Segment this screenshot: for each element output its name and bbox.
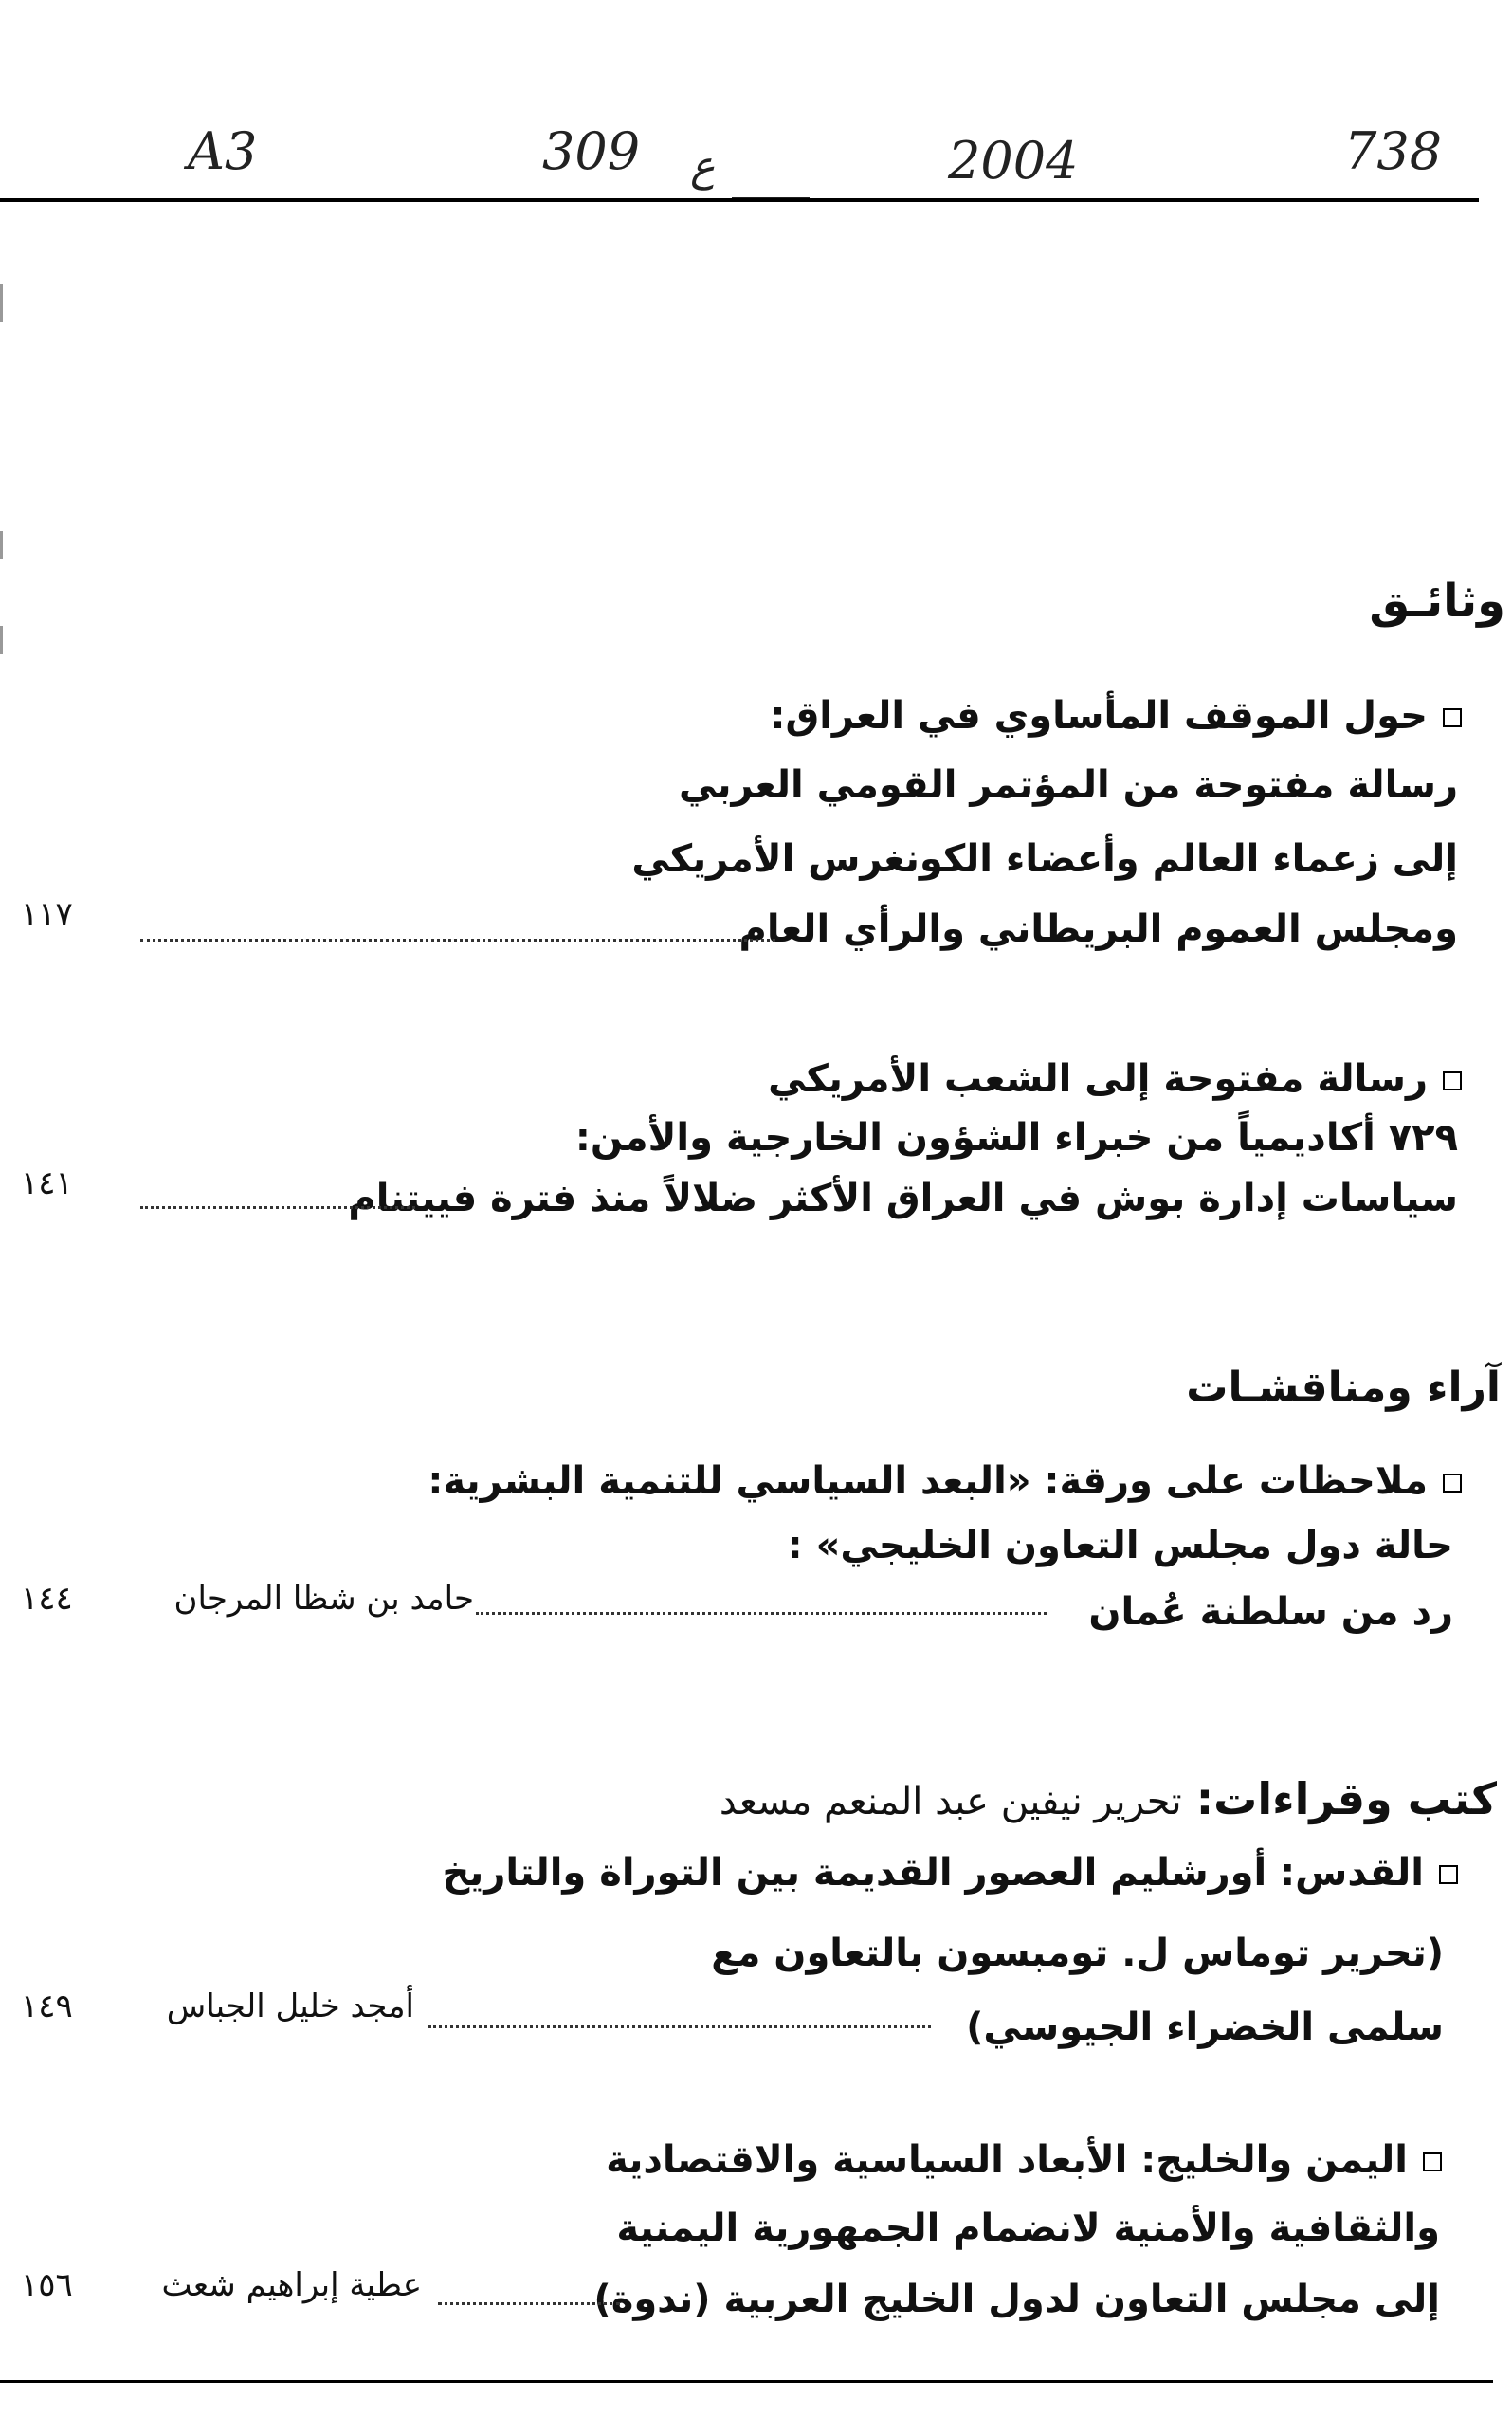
- checkbox-square-icon: [1423, 2152, 1442, 2171]
- handwritten-issue: ع: [690, 142, 716, 191]
- page-number: ١٤٤: [21, 1580, 73, 1618]
- leader-dots: [438, 2302, 620, 2305]
- scan-edge-mark: [0, 531, 3, 559]
- author-name: حامد بن شظا المرجان: [173, 1580, 474, 1618]
- section-title-documents: وثائـق: [1369, 575, 1505, 628]
- leader-dots: [140, 939, 775, 942]
- entry-line: إلى مجلس التعاون لدول الخليج العربية (ندوة): [593, 2278, 1440, 2321]
- section-title-books: كتب وقراءات:: [1195, 1773, 1497, 1824]
- handwritten-label-right: 738: [1344, 121, 1443, 181]
- entry-line: اليمن والخليج: الأبعاد السياسية والاقتصادية: [606, 2141, 1442, 2179]
- page-number: ١١٧: [21, 895, 73, 933]
- entry-line: والثقافية والأمنية لانضمام الجمهورية اليمنية: [616, 2207, 1440, 2250]
- entry-line: ٧٢٩ أكاديمياً من خبراء الشؤون الخارجية والأمن:: [574, 1116, 1458, 1160]
- checkbox-square-icon: [1439, 1865, 1458, 1884]
- handwritten-label-left: A3: [188, 121, 258, 181]
- entry-line: القدس: أورشليم العصور القديمة بين التوراة والتاريخ: [442, 1854, 1458, 1892]
- books-editor: تحرير نيفين عبد المنعم مسعد: [719, 1780, 1182, 1823]
- entry-line: حول الموقف المأساوي في العراق:: [770, 697, 1462, 735]
- entry-line: ومجلس العموم البريطاني والرأي العام: [738, 907, 1458, 951]
- entry-line: (تحرير توماس ل. تومبسون بالتعاون مع: [711, 1932, 1444, 1975]
- entry-line: حالة دول مجلس التعاون الخليجي» :: [787, 1524, 1453, 1567]
- page-number: ١٤٩: [21, 1987, 73, 2025]
- bottom-rule: [0, 2380, 1493, 2383]
- entry-line: رد من سلطنة عُمان: [1088, 1590, 1453, 1634]
- leader-dots: [428, 2025, 931, 2028]
- author-name: عطية إبراهيم شعث: [161, 2266, 422, 2304]
- books-header: [720, 1773, 1497, 1824]
- handwritten-number: 309: [542, 121, 641, 181]
- entry-line: سلمى الخضراء الجيوسي): [966, 2006, 1444, 2049]
- top-rule: [0, 198, 1479, 202]
- scan-edge-mark: [0, 626, 3, 654]
- entry-line: إلى زعماء العالم وأعضاء الكونغرس الأمريكي: [631, 837, 1458, 881]
- page-number: ١٤١: [21, 1164, 73, 1202]
- entry-line: رسالة مفتوحة إلى الشعب الأمريكي: [768, 1060, 1462, 1098]
- entry-line: رسالة مفتوحة من المؤتمر القومي العربي: [679, 763, 1458, 807]
- author-name: أمجد خليل الجباس: [166, 1987, 414, 2025]
- leader-dots: [476, 1612, 1047, 1615]
- leader-dots: [140, 1206, 415, 1209]
- scan-edge-mark: [0, 284, 3, 322]
- entry-line: ملاحظات على ورقة: «البعد السياسي للتنمية البشرية:: [428, 1462, 1462, 1500]
- checkbox-square-icon: [1443, 1071, 1462, 1090]
- entry-line: سياسات إدارة بوش في العراق الأكثر ضلالاً منذ فترة فييتنام: [348, 1177, 1458, 1220]
- handwritten-year: 2004: [948, 131, 1079, 191]
- checkbox-square-icon: [1443, 708, 1462, 727]
- section-title-opinions: آراء ومناقشـات: [1186, 1364, 1501, 1412]
- page-number: ١٥٦: [21, 2266, 73, 2304]
- checkbox-square-icon: [1443, 1474, 1462, 1493]
